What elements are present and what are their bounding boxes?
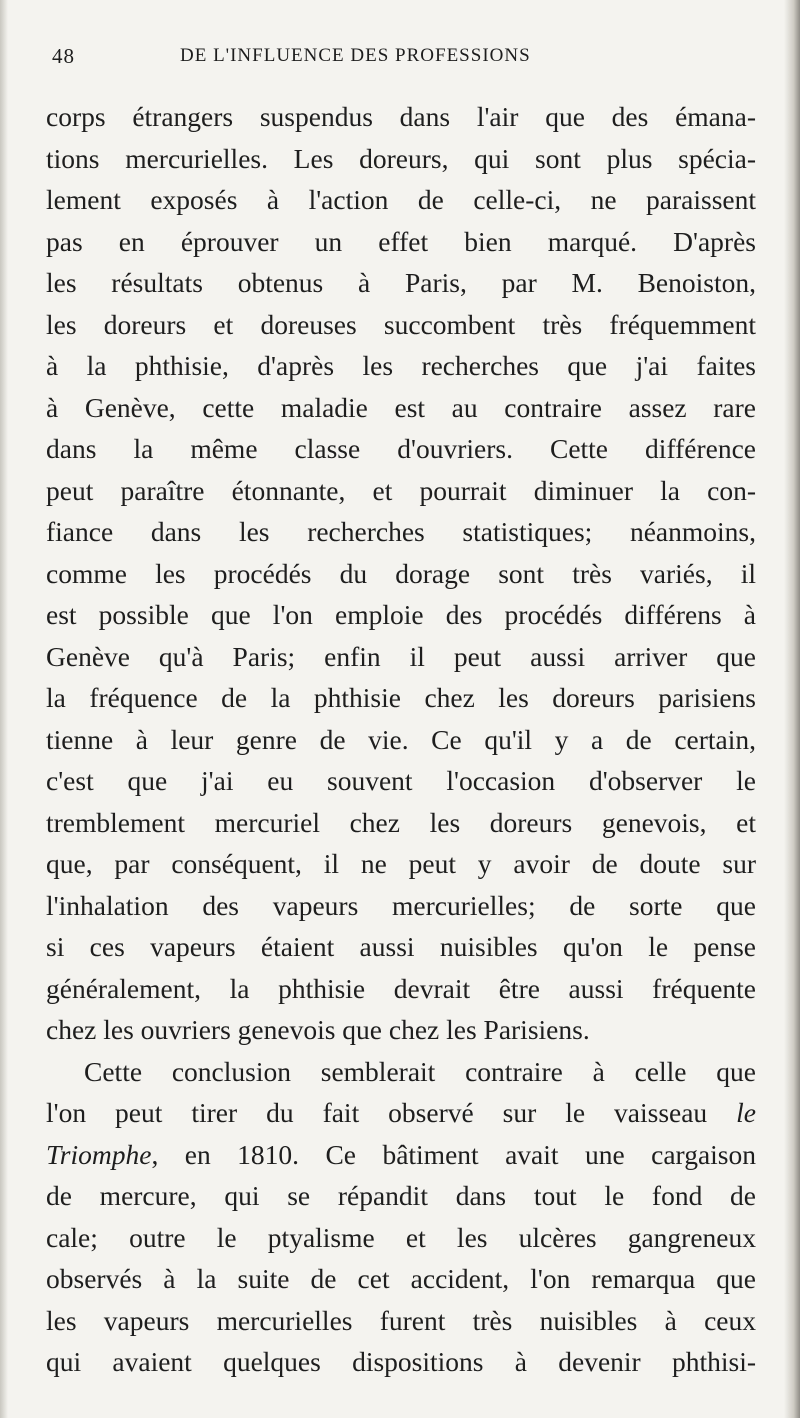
text-line: comme les procédés du dorage sont très variés, il: [46, 557, 756, 589]
body-text: [46, 96, 756, 1383]
text-line: l'inhalation des vapeurs mercurielles; de sorte que: [46, 889, 756, 921]
text-line: dans la même classe d'ouvriers. Cette différence: [46, 433, 756, 464]
text-line: si ces vapeurs étaient aussi nuisibles qu'on le pense: [46, 931, 756, 962]
text-segment: , en 1810. Ce bâtiment avait une cargaison: [151, 1138, 756, 1170]
text-line: tremblement mercuriel chez les doreurs genevois, et: [46, 806, 756, 838]
text-line: tions mercurielles. Les doreurs, qui sont plus spécia-: [46, 142, 756, 174]
text-line: tienne à leur genre de vie. Ce qu'il y a de certain,: [46, 723, 756, 755]
italic-ship-name-part: Triomphe: [46, 1138, 152, 1170]
text-line: est possible que l'on emploie des procédés différens à: [46, 599, 756, 630]
text-line: [46, 1134, 756, 1176]
text-line: généralement, la phthisie devrait être aussi fréquente: [46, 972, 756, 1004]
text-line: pas en éprouver un effet bien marqué. D'après: [46, 225, 756, 257]
text-line: les résultats obtenus à Paris, par M. Benoiston,: [46, 267, 756, 298]
page-left-edge-shadow: [0, 0, 8, 1418]
text-line: Cette conclusion semblerait contraire à celle que: [84, 1055, 756, 1087]
text-line: de mercure, qui se répandit dans tout le fond de: [46, 1180, 756, 1211]
text-line: les vapeurs mercurielles furent très nuisibles à ceux: [46, 1304, 756, 1336]
page-header: [52, 44, 742, 78]
text-line: chez les ouvriers genevois que chez les Parisiens.: [46, 1014, 590, 1045]
text-line: peut paraître étonnante, et pourrait diminuer la con-: [46, 474, 756, 506]
text-line: qui avaient quelques dispositions à devenir phthisi-: [46, 1346, 756, 1377]
italic-ship-name-part: le: [736, 1097, 757, 1128]
text-line: [46, 1092, 756, 1134]
page-number: 48: [52, 44, 75, 68]
text-line: c'est que j'ai eu souvent l'occasion d'observer le: [46, 765, 756, 796]
text-line: corps étrangers suspendus dans l'air que des émana-: [46, 101, 756, 132]
text-line: les doreurs et doreuses succombent très fréquemment: [46, 308, 756, 340]
running-head: DE L'INFLUENCE DES PROFESSIONS: [180, 45, 531, 66]
text-line: Genève qu'à Paris; enfin il peut aussi arriver que: [46, 640, 756, 672]
text-line: à Genève, cette maladie est au contraire assez rare: [46, 391, 756, 423]
text-line: la fréquence de la phthisie chez les doreurs parisiens: [46, 682, 756, 713]
text-line: à la phthisie, d'après les recherches que j'ai faites: [46, 350, 756, 381]
text-line: que, par conséquent, il ne peut y avoir de doute sur: [46, 848, 756, 879]
text-segment: l'on peut tirer du fait observé sur le vaisseau: [46, 1097, 708, 1128]
text-line: lement exposés à l'action de celle-ci, ne paraissent: [46, 184, 756, 215]
page-right-edge-shadow: [784, 0, 800, 1418]
text-line: observés à la suite de cet accident, l'on remarqua que: [46, 1263, 756, 1294]
text-line: fiance dans les recherches statistiques; néanmoins,: [46, 516, 756, 547]
text-line: cale; outre le ptyalisme et les ulcères gangreneux: [46, 1221, 756, 1253]
